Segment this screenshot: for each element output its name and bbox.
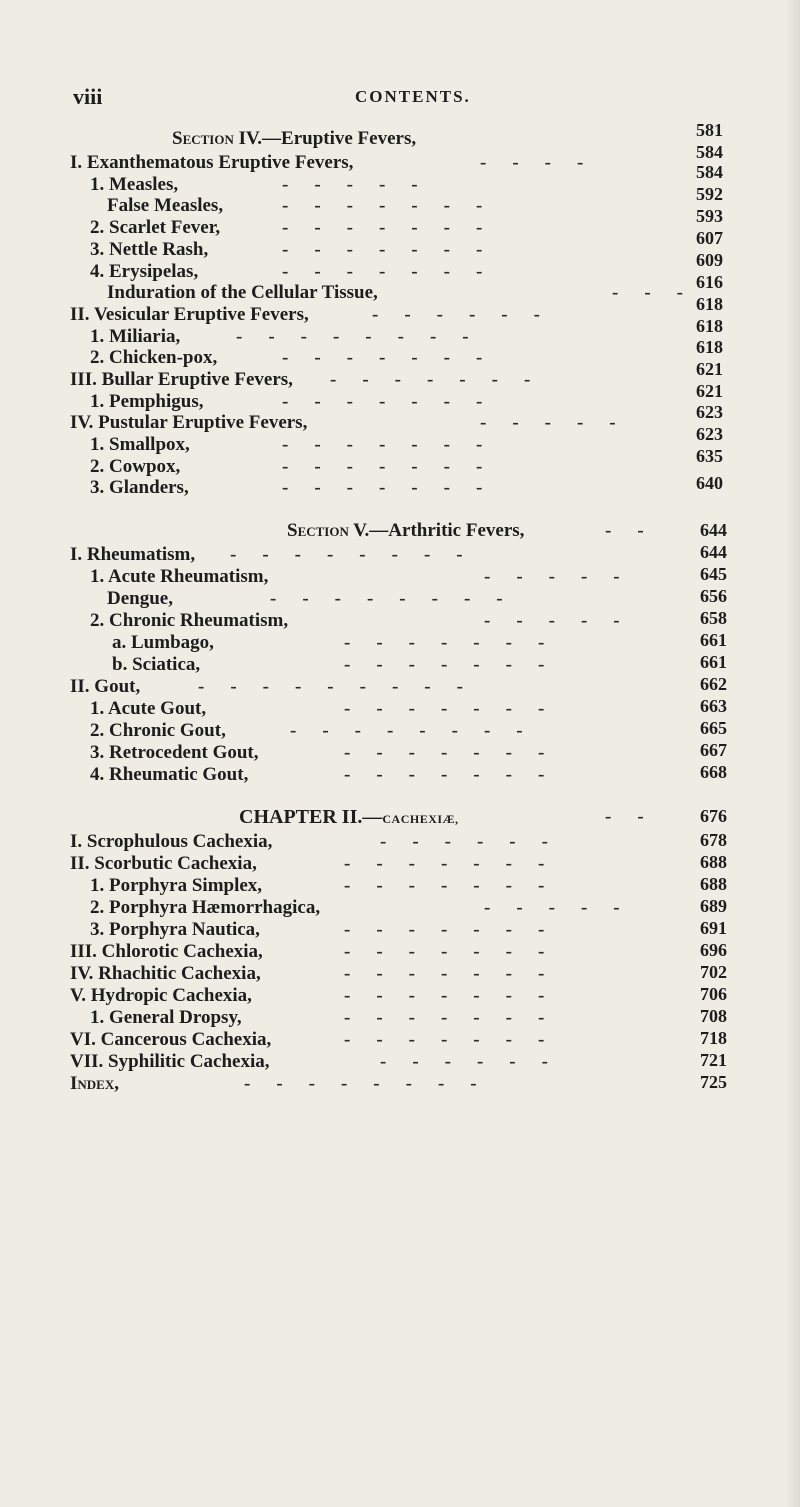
toc-entry-label: False Measles, [107,195,224,216]
toc-row [0,588,800,608]
dot-leader: ------- [344,875,571,896]
toc-page-number: 618 [696,316,723,336]
dot-leader: -------- [236,326,495,347]
toc-page-number: 635 [696,446,723,466]
running-head [0,84,800,112]
toc-row [0,544,800,564]
toc-row [0,831,800,851]
toc-row [0,654,800,674]
toc-entry-label: IV. Rhachitic Cachexia, [70,963,261,984]
toc-row [0,764,800,784]
toc-row [0,473,800,498]
toc-page-number: 662 [700,674,727,694]
toc-page-number: 689 [700,896,727,916]
dot-leader: ------- [344,654,571,675]
toc-entry-label: I. Exanthematous Eruptive Fevers, [70,152,354,173]
dot-leader: ------- [344,698,571,719]
dot-leader: ------- [282,434,509,455]
toc-row [0,1051,800,1071]
dot-leader: ------- [344,632,571,653]
page-folio: viii [73,84,103,109]
toc-entry-label: 1. Miliaria, [90,326,181,347]
toc-entry-label: 2. Cowpox, [90,456,181,477]
dot-leader: ------- [344,941,571,962]
toc-page-number: 688 [700,852,727,872]
toc-page-number: 644 [700,542,727,562]
dot-leader: ------- [344,985,571,1006]
toc-entry-label: 3. Retrocedent Gout, [90,742,259,763]
toc-entry-label: Induration of the Cellular Tissue, [107,282,378,303]
toc-page-number: 618 [696,294,723,314]
toc-page-number: 668 [700,762,727,782]
toc-row [0,337,800,368]
dot-leader: ------- [282,391,509,412]
section-page-number: 581 [696,120,723,140]
toc-entry-label: VII. Syphilitic Cachexia, [70,1051,270,1072]
toc-entry-label: III. Chlorotic Cachexia, [70,941,263,962]
toc-entry-label: Dengue, [107,588,173,609]
toc-entry-label: 3. Glanders, [90,477,189,498]
toc-row [0,1073,800,1093]
toc-entry-label: 1. Smallpox, [90,434,190,455]
toc-entry-label: 3. Nettle Rash, [90,239,209,260]
dot-leader: -- [605,806,670,827]
section-page-number: 644 [700,520,727,540]
toc-row [0,446,800,477]
section-heading-v: Section V.—Arthritic Fevers, [287,520,525,541]
toc-entry-label: 4. Rheumatic Gout, [90,764,249,785]
toc-entry-label: I. Rheumatism, [70,544,196,565]
dot-leader: ------- [282,456,509,477]
toc-page-number: 623 [696,402,723,422]
toc-entry-label: 1. Measles, [90,174,179,195]
toc-row [0,610,800,630]
dot-leader: -------- [290,720,549,741]
toc-row [0,294,800,325]
toc-row [0,985,800,1005]
toc-page-number: 621 [696,381,723,401]
toc-row [0,272,800,303]
toc-entry-label: II. Vesicular Eruptive Fevers, [70,304,309,325]
toc-entry-label: 1. Acute Rheumatism, [90,566,269,587]
dot-leader: ----- [484,566,646,587]
toc-entry-label: 1. Acute Gout, [90,698,207,719]
dot-leader: ------- [282,261,509,282]
section-heading-iv: Section IV.—Eruptive Fevers, [172,128,417,149]
toc-page-number: 584 [696,142,723,162]
toc-entry-label: 3. Porphyra Nautica, [90,919,260,940]
toc-entry-label: 2. Porphyra Hæmorrhagica, [90,897,321,918]
toc-row [0,941,800,961]
toc-page-number: 691 [700,918,727,938]
toc-page-number: 640 [696,473,723,493]
toc-page-number: 593 [696,206,723,226]
dot-leader: ------- [282,217,509,238]
toc-page-number: 665 [700,718,727,738]
dot-leader: ----- [484,610,646,631]
toc-page-number: 688 [700,874,727,894]
dot-leader: ------- [282,239,509,260]
dot-leader: ------- [344,919,571,940]
toc-page-number: 621 [696,359,723,379]
dot-leader: ---- [480,152,610,173]
toc-entry-label: II. Gout, [70,676,141,697]
dot-leader: ------ [372,304,566,325]
dot-leader: -------- [244,1073,503,1094]
toc-entry-label: 2. Scarlet Fever, [90,217,221,238]
toc-entry-label: V. Hydropic Cachexia, [70,985,252,1006]
dot-leader: --- [612,282,709,303]
toc-page-number: 616 [696,272,723,292]
toc-entry-label: 2. Chicken-pox, [90,347,218,368]
toc-page-number: 645 [700,564,727,584]
toc-row [0,316,800,347]
toc-row [0,897,800,917]
toc-page-number: 667 [700,740,727,760]
toc-page-number: 618 [696,337,723,357]
toc-page-number: 658 [700,608,727,628]
toc-page-number: 584 [696,162,723,182]
toc-row [0,919,800,939]
toc-row [0,963,800,983]
toc-page-number: 609 [696,250,723,270]
dot-leader: -- [605,520,670,541]
toc-row [0,875,800,895]
dot-leader: ------- [344,764,571,785]
toc-entry-label: I. Scrophulous Cachexia, [70,831,273,852]
dot-leader: --------- [198,676,489,697]
dot-leader: ------- [344,853,571,874]
toc-page-number: 718 [700,1028,727,1048]
toc-entry-label: 2. Chronic Gout, [90,720,226,741]
toc-entry-label: III. Bullar Eruptive Fevers, [70,369,293,390]
dot-leader: -------- [230,544,489,565]
toc-row [0,720,800,740]
toc-page-number: 708 [700,1006,727,1026]
toc-page-number: 721 [700,1050,727,1070]
toc-entry-label: IV. Pustular Eruptive Fevers, [70,412,308,433]
toc-entry-label: VI. Cancerous Cachexia, [70,1029,272,1050]
toc-row [0,402,800,433]
toc-page-number: 706 [700,984,727,1004]
toc-row [0,1029,800,1049]
toc-row [0,742,800,762]
toc-row [0,698,800,718]
toc-row [0,1007,800,1027]
toc-row [0,359,800,390]
dot-leader: ------- [344,1029,571,1050]
running-title: CONTENTS. [355,87,471,106]
dot-leader: ------- [282,477,509,498]
toc-page-number: 656 [700,586,727,606]
section-page-number: 676 [700,806,727,826]
toc-page-number: 661 [700,652,727,672]
dot-leader: ----- [484,897,646,918]
toc-entry-label: II. Scorbutic Cachexia, [70,853,257,874]
toc-page-number: 702 [700,962,727,982]
toc-entry-label: 1. Pemphigus, [90,391,204,412]
toc-page-number: 661 [700,630,727,650]
toc-entry-label: Index, [70,1073,119,1094]
dot-leader: ------- [282,195,509,216]
toc-entry-label: 4. Erysipelas, [90,261,199,282]
toc-page-number: 592 [696,184,723,204]
toc-row [0,853,800,873]
toc-row [0,424,800,455]
toc-entry-label: 1. General Dropsy, [90,1007,242,1028]
toc-row [0,632,800,652]
toc-page-number: 678 [700,830,727,850]
toc-page-number: 623 [696,424,723,444]
dot-leader: ------- [344,1007,571,1028]
toc-entry-label: a. Lumbago, [112,632,214,653]
toc-page-number: 663 [700,696,727,716]
dot-leader: ------- [330,369,557,390]
toc-entry-label: 1. Porphyra Simplex, [90,875,263,896]
toc-entry-label: 2. Chronic Rheumatism, [90,610,289,631]
toc-page-number: 725 [700,1072,727,1092]
chapter-heading: CHAPTER II.—CACHEXIÆ, [239,806,459,828]
dot-leader: ----- [282,174,444,195]
dot-leader: ------ [380,831,574,852]
toc-entry-label: b. Sciatica, [112,654,201,675]
dot-leader: ------- [282,347,509,368]
dot-leader: -------- [270,588,529,609]
toc-page-number: 607 [696,228,723,248]
dot-leader: ------ [380,1051,574,1072]
toc-row [0,142,800,173]
dot-leader: ------- [344,742,571,763]
toc-row [0,676,800,696]
toc-page-number: 696 [700,940,727,960]
toc-row [0,566,800,586]
dot-leader: ------- [344,963,571,984]
dot-leader: ----- [480,412,642,433]
